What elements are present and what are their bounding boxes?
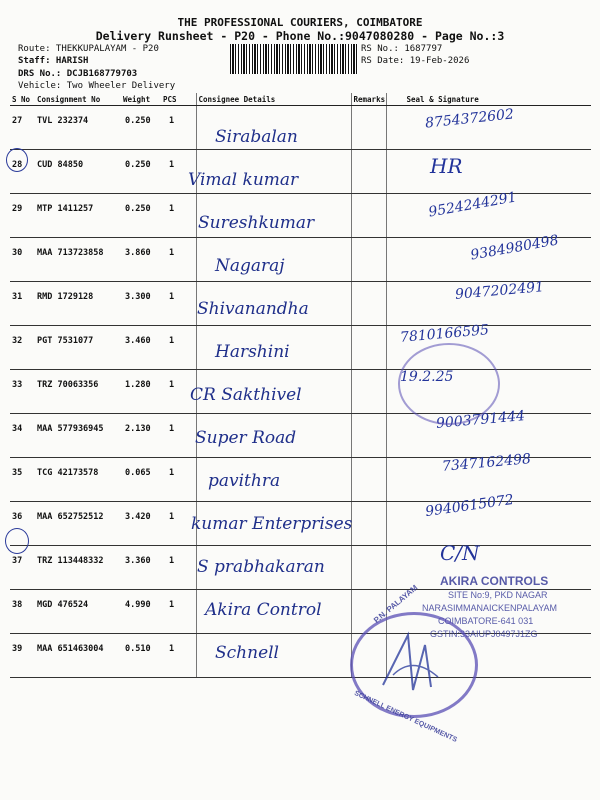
table-row [10, 634, 591, 678]
remarks-cell [351, 106, 386, 150]
cell-weight: 3.860 [121, 238, 161, 282]
cell-weight: 0.250 [121, 106, 161, 150]
stamp-signature-icon [353, 615, 469, 709]
consignee-name: pavithra [208, 471, 281, 491]
table-row [10, 150, 591, 194]
cell-sno: 35 [10, 458, 35, 502]
circle-mark-37 [5, 528, 29, 554]
stamp-akira-line2: SITE No:9, PKD NAGAR [448, 590, 548, 600]
cell-weight: 3.300 [121, 282, 161, 326]
col-header-weight: Weight [121, 93, 161, 106]
drs-label: DRS No.: DCJB168779703 [18, 69, 138, 79]
consignee-name: Nagaraj [215, 256, 285, 276]
cell-sno: 38 [10, 590, 35, 634]
cell-sno: 29 [10, 194, 35, 238]
route-label: Route: THEKKUPALAYAM - P20 [18, 44, 159, 54]
consignee-name: Sirabalan [215, 127, 298, 147]
remarks-cell [351, 194, 386, 238]
col-header-sno: S No [10, 93, 35, 106]
handwritten-signature: 9003791444 [435, 408, 526, 432]
cell-consignment: PGT 7531077 [35, 326, 121, 370]
runsheet-subtitle: Delivery Runsheet - P20 - Phone No.:9047080280 - Page No.:3 [95, 29, 505, 43]
consignee-name: kumar Enterprises [191, 514, 353, 534]
col-header-seal: Seal & Signature [386, 93, 591, 106]
cell-pcs: 1 [161, 326, 196, 370]
remarks-cell [351, 282, 386, 326]
stamp-akira-line3: NARASIMMANAICKENPALAYAM [422, 603, 558, 613]
consignee-name: Schnell [215, 643, 279, 663]
circle-mark-28 [6, 148, 28, 172]
cell-weight: 0.250 [121, 150, 161, 194]
handwritten-signature: 9384980498 [469, 232, 560, 264]
col-header-consignment: Consignment No [35, 93, 121, 106]
stamp-akira-line1: AKIRA CONTROLS [440, 574, 549, 588]
rs-number: RS No.: 1687797 [361, 44, 443, 54]
consignee-name: S prabhakaran [197, 557, 325, 577]
remarks-cell [351, 546, 386, 590]
table-header-row [10, 93, 591, 106]
handwritten-signature: HR [430, 154, 463, 178]
cell-sno: 31 [10, 282, 35, 326]
cell-consignment: MAA 651463004 [35, 634, 121, 678]
remarks-cell [351, 238, 386, 282]
cell-weight: 2.130 [121, 414, 161, 458]
cell-consignment: CUD 84850 [35, 150, 121, 194]
barcode-image [230, 44, 358, 74]
consignee-name: Shivanandha [197, 299, 309, 319]
rs-date: RS Date: 19-Feb-2026 [361, 56, 470, 66]
consignee-name: Vimal kumar [188, 170, 299, 190]
cell-pcs: 1 [161, 590, 196, 634]
cell-sno: 39 [10, 634, 35, 678]
cell-weight: 0.065 [121, 458, 161, 502]
cell-weight: 3.420 [121, 502, 161, 546]
handwritten-signature: 7810166595 [399, 322, 490, 346]
cell-sno: 32 [10, 326, 35, 370]
handwritten-signature: 8754372602 [424, 106, 515, 132]
cell-sno: 28 [10, 150, 35, 194]
remarks-cell [351, 370, 386, 414]
cell-consignment: MTP 1411257 [35, 194, 121, 238]
handwritten-signature: 9940615072 [424, 491, 515, 521]
remarks-cell [351, 502, 386, 546]
cell-consignment: TRZ 70063356 [35, 370, 121, 414]
handwritten-signature: 7347162498 [441, 451, 532, 475]
schnell-stamp-line1: P.N. PALAYAM [372, 583, 420, 625]
cell-pcs: 1 [161, 150, 196, 194]
remarks-cell [351, 326, 386, 370]
col-header-remarks: Remarks [351, 93, 386, 106]
cell-pcs: 1 [161, 370, 196, 414]
cell-pcs: 1 [161, 414, 196, 458]
cell-sno: 37 [10, 546, 35, 590]
cell-sno: 30 [10, 238, 35, 282]
consignee-name: Akira Control [205, 600, 322, 620]
cell-sno: 33 [10, 370, 35, 414]
cell-sno: 27 [10, 106, 35, 150]
cell-consignment: MAA 713723858 [35, 238, 121, 282]
cell-consignment: MAA 577936945 [35, 414, 121, 458]
handwritten-signature: 9047202491 [454, 279, 545, 303]
cell-weight: 3.460 [121, 326, 161, 370]
cell-pcs: 1 [161, 194, 196, 238]
cell-pcs: 1 [161, 458, 196, 502]
cell-pcs: 1 [161, 502, 196, 546]
handwritten-signature: 19.2.25 [400, 369, 454, 385]
handwritten-signature: 9524244291 [427, 189, 518, 221]
cell-pcs: 1 [161, 634, 196, 678]
stamp-akira-line5: GSTIN:33AIUPJ0497J1ZG [430, 629, 538, 639]
signature-cell [386, 150, 591, 194]
cell-consignment: TVL 232374 [35, 106, 121, 150]
cell-sno: 34 [10, 414, 35, 458]
stamp-akira-line4: COIMBATORE-641 031 [438, 616, 534, 626]
cell-sno: 36 [10, 502, 35, 546]
remarks-cell [351, 150, 386, 194]
table-row [10, 326, 591, 370]
staff-label: Staff: HARISH [18, 56, 89, 66]
cell-pcs: 1 [161, 238, 196, 282]
col-header-consignee: Consignee Details [196, 93, 351, 106]
cell-weight: 1.280 [121, 370, 161, 414]
cell-consignment: MGD 476524 [35, 590, 121, 634]
cell-pcs: 1 [161, 282, 196, 326]
cell-pcs: 1 [161, 106, 196, 150]
company-title: THE PROFESSIONAL COURIERS, COIMBATORE [177, 16, 423, 29]
cell-weight: 0.510 [121, 634, 161, 678]
cell-weight: 3.360 [121, 546, 161, 590]
cell-weight: 0.250 [121, 194, 161, 238]
schnell-stamp-line2: SCHNELL ENERGY EQUIPMENTS [353, 690, 459, 744]
cell-weight: 4.990 [121, 590, 161, 634]
cell-consignment: TCG 42173578 [35, 458, 121, 502]
cell-consignment: MAA 652752512 [35, 502, 121, 546]
cell-pcs: 1 [161, 546, 196, 590]
consignee-name: Sureshkumar [198, 213, 315, 233]
consignee-name: Harshini [215, 342, 290, 362]
remarks-cell [351, 458, 386, 502]
vehicle-label: Vehicle: Two Wheeler Delivery [18, 81, 176, 91]
col-header-pcs: PCS [161, 93, 196, 106]
handwritten-signature: C/N [440, 541, 480, 565]
cell-consignment: TRZ 113448332 [35, 546, 121, 590]
cell-consignment: RMD 1729128 [35, 282, 121, 326]
round-stamp [398, 343, 500, 425]
remarks-cell [351, 414, 386, 458]
consignee-name: CR Sakthivel [190, 385, 302, 405]
consignee-name: Super Road [195, 428, 297, 448]
